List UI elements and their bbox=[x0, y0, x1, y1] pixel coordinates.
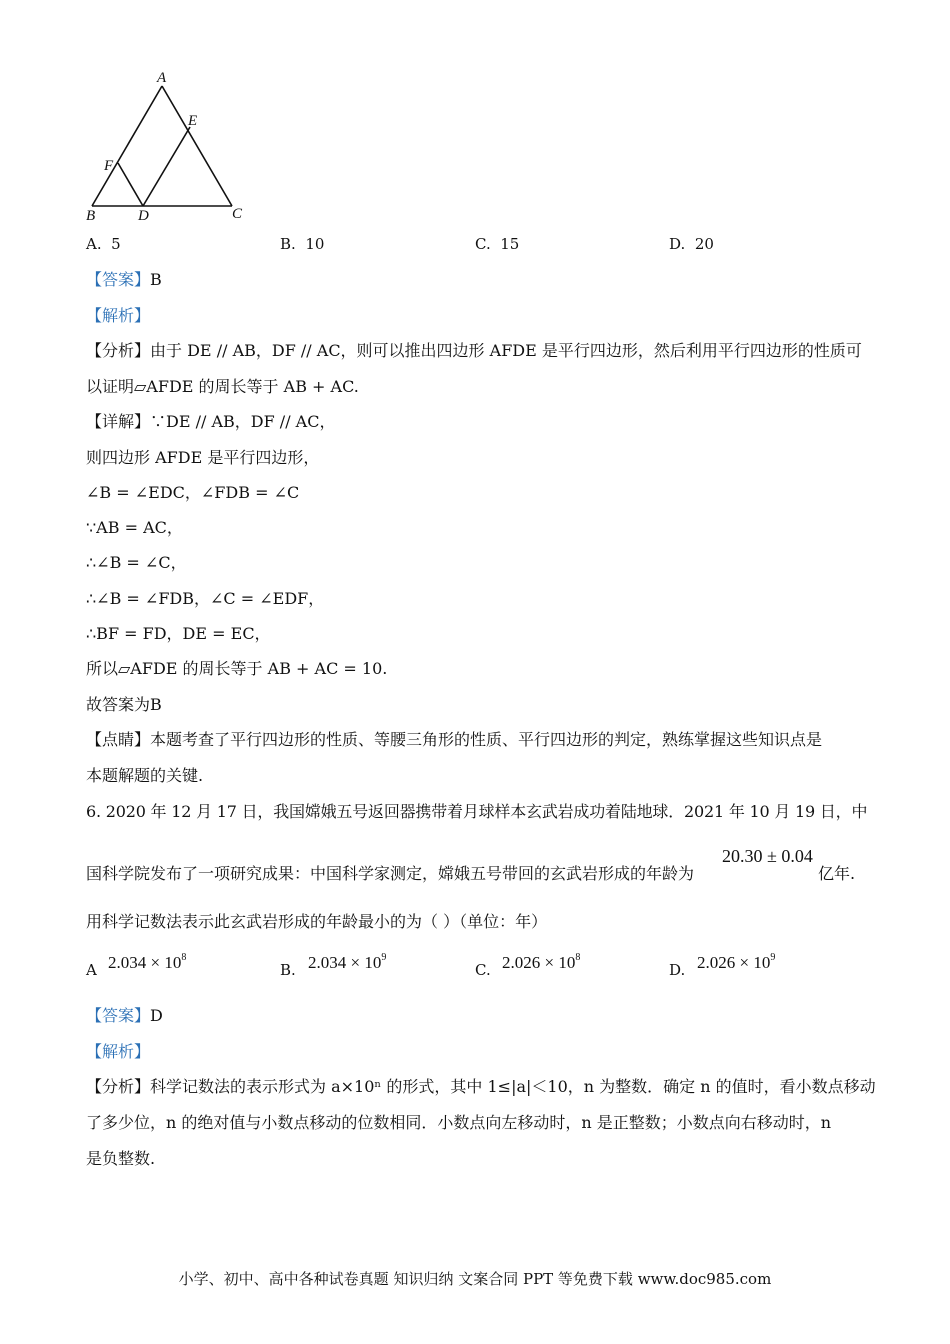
triangle-figure bbox=[84, 70, 264, 230]
q6-fenxi-line1 bbox=[86, 1077, 876, 1097]
q5-dianjing-line2: 本题解题的关键. bbox=[86, 766, 204, 785]
q6-option-b-letter: B. bbox=[280, 961, 296, 979]
label-d: D bbox=[138, 208, 149, 224]
q5-option-d: D. 20 bbox=[669, 235, 714, 253]
q5-step: ∴BF = FD，DE = EC， bbox=[86, 624, 271, 643]
q5-step: 故答案为B bbox=[86, 695, 162, 714]
dianjing-text: 本题考查了平行四边形的性质、等腰三角形的性质、平行四边形的判定，熟练掌握这些知识点是 bbox=[150, 730, 823, 749]
q6-option-b-value: $2.034 \times 10^9$ bbox=[308, 952, 387, 972]
answer-value: B bbox=[150, 270, 162, 289]
q6-unit: 亿年. bbox=[818, 864, 856, 883]
q6-option-d-letter: D. bbox=[669, 961, 686, 979]
label-a: A bbox=[157, 70, 167, 86]
q6-option-a-value: $2.034 \times 10^8$ bbox=[108, 952, 187, 972]
answer-value: D bbox=[150, 1006, 163, 1025]
q5-step: ∴∠B = ∠C， bbox=[86, 553, 187, 572]
q5-option-b: B. 10 bbox=[280, 235, 325, 253]
q6-question-line3: 用科学记数法表示此玄武岩形成的年龄最小的为（ ）（单位：年） bbox=[86, 912, 548, 931]
q6-answer bbox=[86, 1006, 163, 1026]
q6-option-c-value: $2.026 \times 10^8$ bbox=[502, 952, 581, 972]
q5-dianjing-line1 bbox=[86, 730, 822, 750]
q6-option-a-letter: A bbox=[86, 961, 97, 979]
fenxi-text: 由于 DE // AB，DF // AC，则可以推出四边形 AFDE 是平行四边形，然后利用平行四边形的性质可 bbox=[150, 341, 862, 360]
q5-step: 所以▱AFDE 的周长等于 AB + AC = 10. bbox=[86, 659, 388, 678]
age-range-value: 20.30 ± 0.04 bbox=[722, 846, 813, 866]
q5-jiexi bbox=[86, 306, 150, 326]
q6-option-d-value: $2.026 \times 10^9$ bbox=[697, 952, 776, 972]
q5-step: ∴∠B = ∠FDB，∠C = ∠EDF， bbox=[86, 589, 325, 608]
q5-fenxi-line2: 以证明▱AFDE 的周长等于 AB + AC. bbox=[86, 377, 359, 396]
q6-fenxi-line2: 了多少位，n 的绝对值与小数点移动的位数相同．小数点向左移动时，n 是正整数；小数点向右移动时，n bbox=[86, 1113, 832, 1132]
xiangjie-tag: 【详解】 bbox=[86, 412, 151, 431]
fenxi-tag: 【分析】 bbox=[86, 341, 151, 360]
label-b: B bbox=[86, 208, 96, 224]
q5-step: 则四边形 AFDE 是平行四边形， bbox=[86, 448, 320, 467]
dianjing-tag: 【点睛】 bbox=[86, 730, 151, 749]
q5-xiangjie bbox=[86, 412, 335, 432]
q6-question-line2: 国科学院发布了一项研究成果：中国科学家测定，嫦娥五号带回的玄武岩形成的年龄为 bbox=[86, 864, 695, 883]
page-footer: 小学、初中、高中各种试卷真题 知识归纳 文案合同 PPT 等免费下载 www.doc985.com bbox=[178, 1270, 772, 1288]
q5-fenxi-line1 bbox=[86, 341, 862, 361]
q6-question-line1: 6. 2020 年 12 月 17 日，我国嫦娥五号返回器携带着月球样本玄武岩成功着陆地球．2021 年 10 月 19 日，中 bbox=[86, 802, 868, 821]
q5-step: ∵AB = AC， bbox=[86, 518, 183, 537]
step-text: ∵DE // AB，DF // AC， bbox=[150, 412, 336, 431]
answer-tag: 【答案】 bbox=[86, 270, 151, 289]
jiexi-tag: 【解析】 bbox=[86, 1042, 151, 1061]
q6-fenxi-line3: 是负整数. bbox=[86, 1149, 156, 1168]
fenxi-text: 科学记数法的表示形式为 a×10ⁿ 的形式，其中 1≤|a|＜10，n 为整数．确定 n 的值时，看小数点移动 bbox=[150, 1077, 876, 1096]
jiexi-tag: 【解析】 bbox=[86, 306, 151, 325]
answer-tag: 【答案】 bbox=[86, 1006, 151, 1025]
q6-jiexi bbox=[86, 1042, 150, 1062]
fenxi-tag: 【分析】 bbox=[86, 1077, 151, 1096]
label-c: C bbox=[232, 206, 243, 222]
label-e: E bbox=[188, 113, 198, 129]
q5-option-a: A. 5 bbox=[86, 235, 121, 253]
q5-answer bbox=[86, 270, 162, 290]
q5-option-c: C. 15 bbox=[475, 235, 520, 253]
q6-option-c-letter: C. bbox=[475, 961, 491, 979]
label-f: F bbox=[104, 158, 114, 174]
q5-step: ∠B = ∠EDC，∠FDB = ∠C bbox=[86, 483, 300, 502]
